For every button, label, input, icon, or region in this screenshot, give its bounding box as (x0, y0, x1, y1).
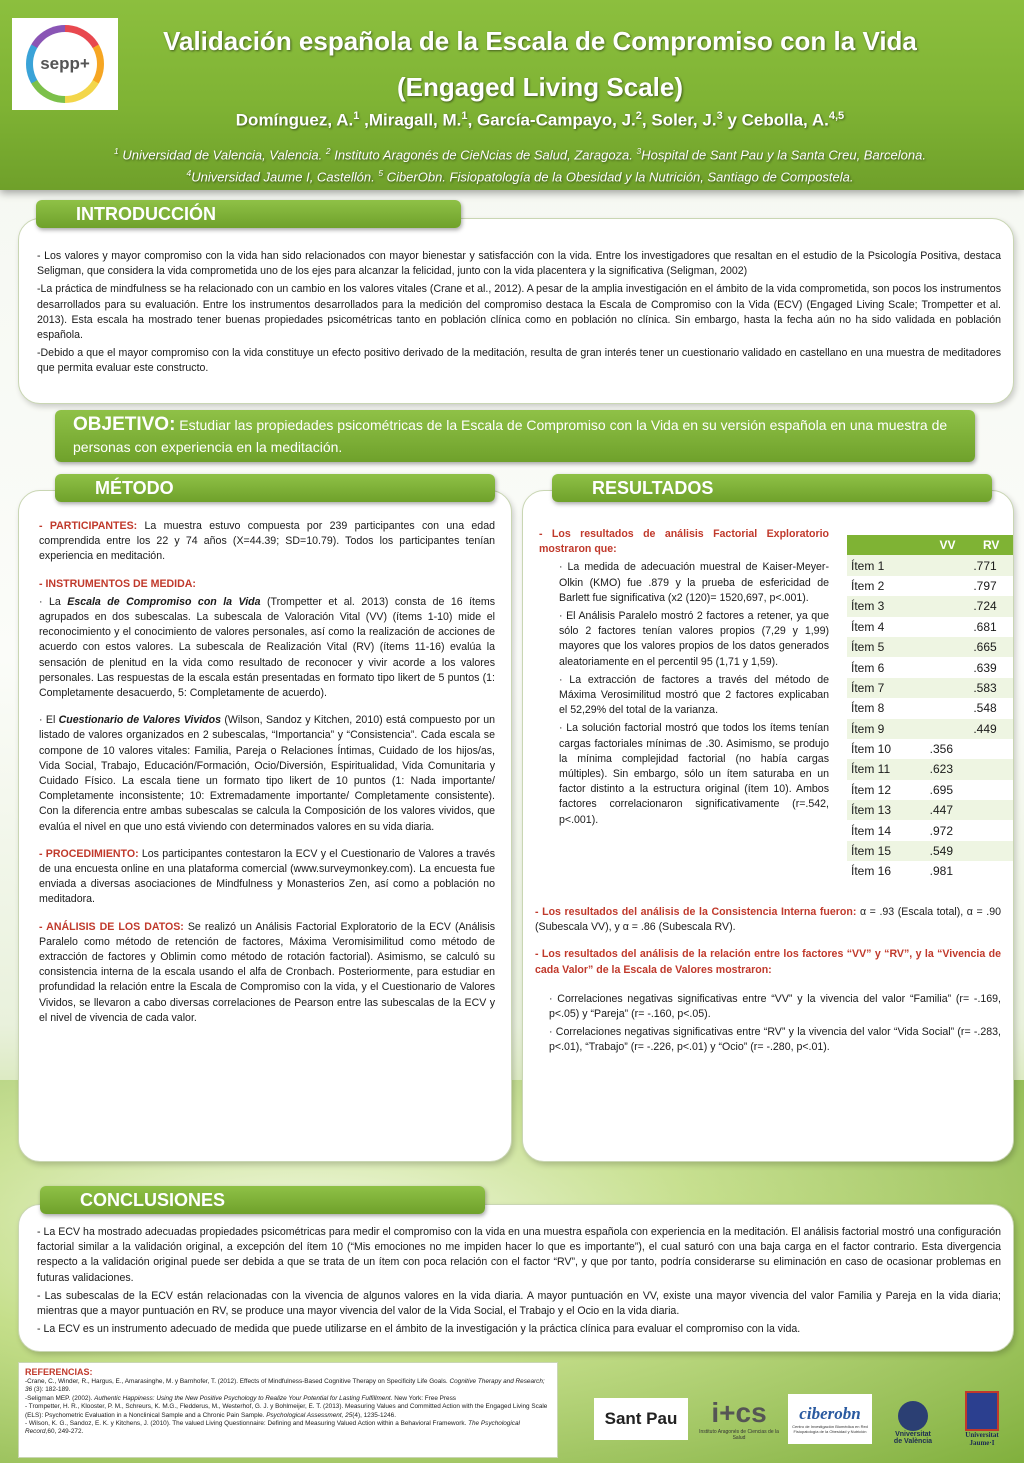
ics-logo: i+cs Instituto Aragonés de Ciencias de la Salud (699, 1397, 779, 1441)
table-row (847, 759, 1013, 779)
table-row (847, 678, 1013, 698)
uji-emblem-icon (965, 1391, 999, 1431)
item-label: Ítem 16 (847, 861, 926, 881)
table-row (847, 657, 1013, 677)
institution-logos (594, 1384, 1014, 1454)
table-row (847, 617, 1013, 637)
vv-loading (926, 657, 970, 677)
section-heading-conclusiones: CONCLUSIONES (40, 1186, 485, 1214)
relacion-label: - Los resultados del análisis de la relación entre los factores “VV” y “RV”, y la “Vivencia de cada Valor” de la Escala de Valores mostraron: (535, 948, 1001, 976)
rv-loading (969, 841, 1013, 861)
item-label: Ítem 14 (847, 820, 926, 840)
instrumento-cvv: · El Cuestionario de Valores Vividos (Wilson, Sandoz y Kitchen, 2010) está compuesto por un listado de valores organizados en 2 subescalas, “Importancia” y “Consistencia”. Cada escala se compone de 10 valores vitales: Familia, Pareja o Relaciones Íntimas, Cuidado de los hijos/as, Vida Social, Trabajo, Educación/Formación, Ocio/Diversión, Espiritualidad, Vida Comunitaria y Cuidado Físico. La escala tiene un formato tipo likert de 10 puntos (1: Nada importante/ Completamente inconsistente; 10: Extremadamente importante/ Completamente consistente). Con la diferencia entre ambas subescalas se calcula la Composición de los valores vividos, que evalúa el nivel en que uno está viviendo con determinados valores en su vida diaria. (39, 714, 495, 833)
vv-loading: .981 (926, 861, 970, 881)
reference-3: - Trompetter, H. R., Klooster, P. M., Schreurs, K. M.G., Fledderus, M., Westerhof, G. J. y Bohlmeijer, E. T. (2013). Measuring Values and Committed Action with the Engaged Living Scale (ELS): Psychometric Evaluation in a Nonclinical Sample and a Chronic Pain Sample. Psychological Assessment, 25(4), 1235-1246. (25, 1403, 548, 1419)
efa-bullet-1: · La medida de adecuación muestral de Kaiser-Meyer-Olkin (KMO) fue .879 y la prueba de esfericidad de Barlett fue significativa (x2 (120)= 1520,697, p<.001). (559, 561, 829, 604)
participantes: - PARTICIPANTES: La muestra estuvo compuesta por 239 participantes con una edad comprendida entre los 22 y 74 años (X=44.39; SD=10.79). Todos los participantes tenían experiencia en meditación. (39, 520, 495, 563)
rv-loading (969, 759, 1013, 779)
col-rv: RV (969, 535, 1013, 555)
logo-text: sepp+ (33, 32, 97, 96)
table-row (847, 637, 1013, 657)
vv-loading (926, 617, 970, 637)
correlacion-1: · Correlaciones negativas significativas entre “VV” y la vivencia del valor “Familia” (r= -.169, p<.05) y “Pareja” (r= -.160, p<.05). (549, 992, 1001, 1021)
factor-loadings-table (847, 535, 1013, 882)
vv-loading (926, 678, 970, 698)
vv-loading: .356 (926, 739, 970, 759)
rv-loading (969, 780, 1013, 800)
instrumento-ecv: · La Escala de Compromiso con la Vida (Trompetter et al. 2013) consta de 16 ítems agrupados en dos subescalas. La subescala de Valoración Vital (VV) (ítems 1-10) mide el reconocimiento y el conocimiento de valores personales, así como la realización de acciones de acuerdo con estos valores. La subescala de Realización Vital (RV) (ítems 11-16) evalúa la sensación de plenitud en la vida como resultado de reconocer y vivir acorde a los valores personales. Las respuestas de la escala están presentadas en formato tipo likert de 5 puntos (1: Completamente desacuerdo, 5: Completamente de acuerdo). (39, 595, 495, 700)
item-label: Ítem 3 (847, 596, 926, 616)
vv-loading (926, 596, 970, 616)
efa-label: - Los resultados de análisis Factorial Exploratorio mostraron que: (539, 528, 829, 556)
vv-loading: .447 (926, 800, 970, 820)
rv-loading: .771 (969, 555, 1013, 575)
item-label: Ítem 4 (847, 617, 926, 637)
vv-loading: .623 (926, 759, 970, 779)
rv-loading: .724 (969, 596, 1013, 616)
objetivo-banner (55, 410, 975, 462)
instrumentos-label: - INSTRUMENTOS DE MEDIDA: (39, 577, 196, 590)
vv-loading (926, 698, 970, 718)
intro-paragraph-1: - Los valores y mayor compromiso con la vida han sido relacionados con mayor bienestar y satisfacción con la vida. Entre los investigadores que resaltan en el estudio de la Psicología Positiva, destaca Seligman, que considera la vida comprometida uno de los ejes para alcanzar la felicidad, junto con la vida placentera y la significativa (Seligman, 2002) (37, 250, 1001, 278)
rv-loading (969, 739, 1013, 759)
vv-loading (926, 555, 970, 575)
conclusion-1: - La ECV ha mostrado adecuadas propiedades psicométricas para medir el compromiso con la vida en una muestra española con experiencia en la meditación. El análisis factorial mostró una configuración factorial similar a la validación original, a excepción del ítem 10 (“Mis emociones no me impiden hacer lo que es importante”), el cual saturó con una baja carga en el factor contrario. Esta divergencia respecto a la validación original puede ser debida a que se trata de un ítem con poca relación con el factor “RV”, y que por tanto, podría considerarse su eliminación en caso de ocasionar problemas en futuras validaciones. (37, 1226, 1001, 1284)
item-label: Ítem 5 (847, 637, 926, 657)
sepp-logo (12, 18, 118, 110)
table-row (847, 596, 1013, 616)
efa-bullet-4: · La solución factorial mostró que todos los ítems tenían cargas factoriales mínimas de .30. Asimismo, se produjo la mínima complejidad factorial (no había cargas múltiples). Sin embargo, sólo un ítem saturaba en un factor distinto a la estructura original (ítem 10). Ambos factores correlacionaron significativamente (r=.542, p<.001). (559, 722, 829, 826)
title-line-2: (Engaged Living Scale) (396, 72, 684, 102)
section-heading-resultados: RESULTADOS (552, 474, 992, 502)
rv-loading: .639 (969, 657, 1013, 677)
analisis-datos: - ANÁLISIS DE LOS DATOS: Se realizó un Análisis Factorial Exploratorio de la ECV (Análisis Paralelo como método de retención de factores, Máxima Veromisimilitud como método de extracción de factores y Oblimin como método de rotación factorial). Asimismo, se calculó su consistencia interna de la escala usando el alfa de Cronbach. Posteriormente, para estudiar en profundidad la relación entre la Escala de Compromiso con la vida, y el Cuestionario de Valores Vividos, se llevaron a cabo diversas correlaciones de Pearson entre las subescalas de la ECV y el nivel de vivencia de cada valor. (39, 920, 495, 1024)
authors: Domínguez, A.$^1$ ,Miragall, M.$^1$, García-Campayo, J.$^2$, Soler, J.$^3$ y Cebolla, A.$^{4,5}$ (235, 110, 845, 130)
item-label: Ítem 13 (847, 800, 926, 820)
table-row (847, 576, 1013, 596)
table-row (847, 820, 1013, 840)
title-line-1: Validación española de la Escala de Compromiso con la Vida (163, 26, 917, 56)
consistencia-interna: - Los resultados del análisis de la Consistencia Interna fueron: α = .93 (Escala total), α = .90 (Subescala VV), y α = .86 (Subescala RV). (535, 906, 1001, 934)
item-label: Ítem 9 (847, 719, 926, 739)
vv-loading: .695 (926, 780, 970, 800)
rv-loading: .583 (969, 678, 1013, 698)
references-box (18, 1362, 558, 1458)
santpau-logo: Sant Pau (594, 1398, 688, 1440)
item-label: Ítem 1 (847, 555, 926, 575)
table-row (847, 698, 1013, 718)
conclusion-3: - La ECV es un instrumento adecuado de medida que puede utilizarse en el ámbito de la investigación y la práctica clínica para evaluar el compromiso con la vida. (37, 1323, 801, 1336)
rv-loading: .548 (969, 698, 1013, 718)
item-label: Ítem 2 (847, 576, 926, 596)
table-row (847, 719, 1013, 739)
introduccion-panel (18, 218, 1014, 404)
affiliations: $^1$ Universidad de Valencia, Valencia. $^2$ Instituto Aragonés de CieNcias de Salud, Zaragoza. $^3$Hospital de Sant Pau y la Santa Creu, Barcelona. $^4$Universidad Jaume I, Castellón. $^5$ CiberObn. Fisiopatología de la Obesidad y la Nutrición, Santiago de Compostela. (114, 146, 926, 185)
item-label: Ítem 7 (847, 678, 926, 698)
table-row (847, 800, 1013, 820)
intro-paragraph-2: -La práctica de mindfulness se ha relacionado con un cambio en los valores vitales (Crane et al., 2012). A pesar de la amplia investigación en el ámbito de la vida comprometida, son pocos los instrumentos desarrollados para su evaluación. Entre los instrumentos desarrollados para la medición del compromiso destaca la Escala de Compromiso con la Vida (ECV) (Engaged Living Scale; Trompetter et al. 2013). Esta escala ha mostrado tener buenas propiedades psicométricas tanto en población clínica como en población no clínica. Sin embargo, hasta la fecha aún no ha sido validada en población española. (37, 283, 1001, 342)
intro-paragraph-3: -Debido a que el mayor compromiso con la vida constituye un efecto positivo derivado de la meditación, resulta de gran interés tener un cuestionario validado en castellano en una muestra de meditadores que permita evaluar este constructo. (37, 347, 1001, 375)
rv-loading: .797 (969, 576, 1013, 596)
efa-bullet-3: · La extracción de factores a través del método de Máxima Verosimilitud mostró que 2 factores explicaban el 52,29% del total de la varianza. (559, 673, 829, 717)
ciberobn-logo: ciberobn Centro de Investigación Biomédica en Red Fisiopatología de la Obesidad y Nutrición (788, 1394, 872, 1444)
vv-loading: .549 (926, 841, 970, 861)
objetivo-label: OBJETIVO: (73, 414, 176, 435)
resultados-panel (522, 490, 1014, 1162)
conclusion-2: - Las subescalas de la ECV están relacionadas con la vivencia de algunos valores en la vida diaria. A mayor puntuación en VV, existe una mayor vivencia del valor Familia y Pareja en la vida diaria; mientras que a mayor puntuación en RV, se produce una mayor vivencia del valor de la Vida Social, el Trabajo y el Ocio en la vida diaria. (37, 1289, 1001, 1318)
table-row (847, 780, 1013, 800)
vv-loading (926, 719, 970, 739)
uv-seal-icon (898, 1401, 928, 1431)
conclusiones-panel (18, 1204, 1014, 1352)
rv-loading (969, 820, 1013, 840)
metodo-panel (18, 490, 512, 1162)
correlacion-2: · Correlaciones negativas significativas entre “RV” y la vivencia del valor “Vida Social” (r= -.283, p<.01), “Trabajo” (r= -.226, p<.01) y “Ocio” (r= -.280, p<.01). (549, 1026, 1001, 1054)
uji-logo: Universitat Jaume·I (952, 1384, 1012, 1454)
uv-logo: Vniversitat de València (882, 1392, 944, 1454)
item-label: Ítem 10 (847, 739, 926, 759)
efa-bullet-2: · El Análisis Paralelo mostró 2 factores a retener, ya que sólo 2 factores tenían valores propios (7,29 y 1,99) mayores que los valores propios de los datos generados aleatoriamente en el percentil 95 (1,71 y 1,59). (559, 610, 829, 668)
rv-loading (969, 800, 1013, 820)
item-label: Ítem 8 (847, 698, 926, 718)
poster-title (120, 18, 960, 110)
rv-loading: .665 (969, 637, 1013, 657)
item-label: Ítem 11 (847, 759, 926, 779)
rv-loading: .681 (969, 617, 1013, 637)
rv-loading (969, 861, 1013, 881)
reference-2: -Seligman MEP. (2002). Authentic Happiness: Using the New Positive Psychology to Realize Your Potential for Lasting Fulfillment. New York: Free Press (25, 1394, 456, 1402)
item-label: Ítem 12 (847, 780, 926, 800)
poster-header (0, 0, 1024, 190)
vv-loading: .972 (926, 820, 970, 840)
section-heading-metodo: MÉTODO (55, 474, 495, 502)
rv-loading: .449 (969, 719, 1013, 739)
table-row (847, 841, 1013, 861)
vv-loading (926, 637, 970, 657)
references-heading: REFERENCIAS: (25, 1367, 93, 1377)
table-row (847, 739, 1013, 759)
table-row (847, 555, 1013, 575)
reference-1: -Crane, C., Winder, R., Hargus, E., Amarasinghe, M. y Barnhofer, T. (2012). Effects of Mindfulness-Based Cognitive Therapy on Specificity Life Goals. Cognitive Therapy and Research; 36 (3): 182-189. (25, 1378, 545, 1394)
item-label: Ítem 15 (847, 841, 926, 861)
vv-loading (926, 576, 970, 596)
reference-4: - Wilson, K. G., Sandoz, E. K. y Kitchens, J. (2010). The valued Living Questionnaire: Defining and Measuring Valued Action within a Behavioral Framework. The Psychological Record,60, 249-272. (25, 1420, 520, 1436)
table-row (847, 861, 1013, 881)
procedimiento: - PROCEDIMIENTO: Los participantes contestaron la ECV y el Cuestionario de Valores a través de una encuesta online en una plataforma comercial (www.surveymonkey.com). La encuesta fue enviada a diversas asociaciones de Mindfulness y Monasterios Zen, así como a población no meditadora. (39, 847, 495, 906)
col-vv: VV (926, 535, 970, 555)
item-label: Ítem 6 (847, 657, 926, 677)
objetivo-text: Estudiar las propiedades psicométricas de la Escala de Compromiso con la Vida en su versión española en una muestra de personas con experiencia en la meditación. (73, 417, 948, 455)
section-heading-introduccion: INTRODUCCIÓN (36, 200, 461, 228)
